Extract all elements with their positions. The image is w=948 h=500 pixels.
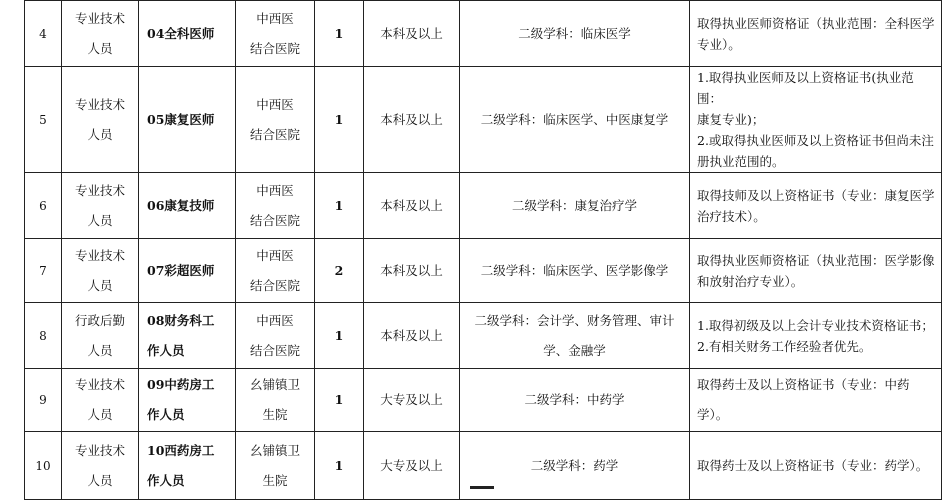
major-requirement: 二级学科：康复治疗学 xyxy=(460,173,690,239)
row-number: 10 xyxy=(25,432,62,500)
employer-unit: 幺铺镇卫 生院 xyxy=(236,369,315,432)
position-name: 07彩超医师 xyxy=(139,239,236,303)
other-requirements: 1.取得初级及以上会计专业技术资格证书； 2.有相关财务工作经验者优先。 xyxy=(690,303,942,369)
row-number: 7 xyxy=(25,239,62,303)
table-row xyxy=(25,67,942,173)
recruitment-table xyxy=(24,0,942,500)
table-row xyxy=(25,432,942,500)
employer-unit: 中西医 结合医院 xyxy=(236,1,315,67)
staff-category: 专业技术 人员 xyxy=(62,1,139,67)
other-requirements: 取得技师及以上资格证书（专业：康复医学 治疗技术）。 xyxy=(690,173,942,239)
headcount: 1 xyxy=(315,173,364,239)
staff-category: 专业技术 人员 xyxy=(62,369,139,432)
major-requirement: 二级学科：临床医学、医学影像学 xyxy=(460,239,690,303)
major-requirement: 二级学科：会计学、财务管理、审计 学、金融学 xyxy=(460,303,690,369)
staff-category: 专业技术 人员 xyxy=(62,67,139,173)
row-number: 9 xyxy=(25,369,62,432)
table-row xyxy=(25,303,942,369)
table-row xyxy=(25,369,942,432)
staff-category: 行政后勤 人员 xyxy=(62,303,139,369)
row-number: 4 xyxy=(25,1,62,67)
employer-unit: 中西医 结合医院 xyxy=(236,239,315,303)
headcount: 1 xyxy=(315,67,364,173)
position-name: 04全科医师 xyxy=(139,1,236,67)
staff-category: 专业技术 人员 xyxy=(62,239,139,303)
headcount: 2 xyxy=(315,239,364,303)
position-name: 08财务科工 作人员 xyxy=(139,303,236,369)
education-requirement: 本科及以上 xyxy=(364,67,460,173)
education-requirement: 本科及以上 xyxy=(364,239,460,303)
table-row xyxy=(25,239,942,303)
other-requirements: 取得执业医师资格证（执业范围：医学影像 和放射治疗专业）。 xyxy=(690,239,942,303)
employer-unit: 幺铺镇卫 生院 xyxy=(236,432,315,500)
row-number: 8 xyxy=(25,303,62,369)
staff-category: 专业技术 人员 xyxy=(62,173,139,239)
other-requirements: 取得执业医师资格证（执业范围：全科医学 专业）。 xyxy=(690,1,942,67)
table-row xyxy=(25,1,942,67)
table-body xyxy=(25,1,942,500)
position-name: 10西药房工 作人员 xyxy=(139,432,236,500)
education-requirement: 本科及以上 xyxy=(364,303,460,369)
staff-category: 专业技术 人员 xyxy=(62,432,139,500)
employer-unit: 中西医 结合医院 xyxy=(236,173,315,239)
employer-unit: 中西医 结合医院 xyxy=(236,303,315,369)
headcount: 1 xyxy=(315,369,364,432)
position-name: 09中药房工 作人员 xyxy=(139,369,236,432)
position-name: 06康复技师 xyxy=(139,173,236,239)
education-requirement: 本科及以上 xyxy=(364,1,460,67)
table-row xyxy=(25,173,942,239)
other-requirements: 1.取得执业医师及以上资格证书(执业范围： 康复专业)； 2.或取得执业医师及以上资格证书但尚未注 册执业范围的。 xyxy=(690,67,942,173)
other-requirements: 取得药士及以上资格证书（专业：药学）。 xyxy=(690,432,942,500)
headcount: 1 xyxy=(315,432,364,500)
education-requirement: 本科及以上 xyxy=(364,173,460,239)
education-requirement: 大专及以上 xyxy=(364,432,460,500)
major-requirement: 二级学科：药学 xyxy=(460,432,690,500)
row-number: 5 xyxy=(25,67,62,173)
position-name: 05康复医师 xyxy=(139,67,236,173)
employer-unit: 中西医 结合医院 xyxy=(236,67,315,173)
major-requirement: 二级学科：临床医学、中医康复学 xyxy=(460,67,690,173)
other-requirements: 取得药士及以上资格证书（专业：中药学）。 xyxy=(690,369,942,432)
major-requirement: 二级学科：临床医学 xyxy=(460,1,690,67)
education-requirement: 大专及以上 xyxy=(364,369,460,432)
row-number: 6 xyxy=(25,173,62,239)
headcount: 1 xyxy=(315,1,364,67)
headcount: 1 xyxy=(315,303,364,369)
major-requirement: 二级学科：中药学 xyxy=(460,369,690,432)
